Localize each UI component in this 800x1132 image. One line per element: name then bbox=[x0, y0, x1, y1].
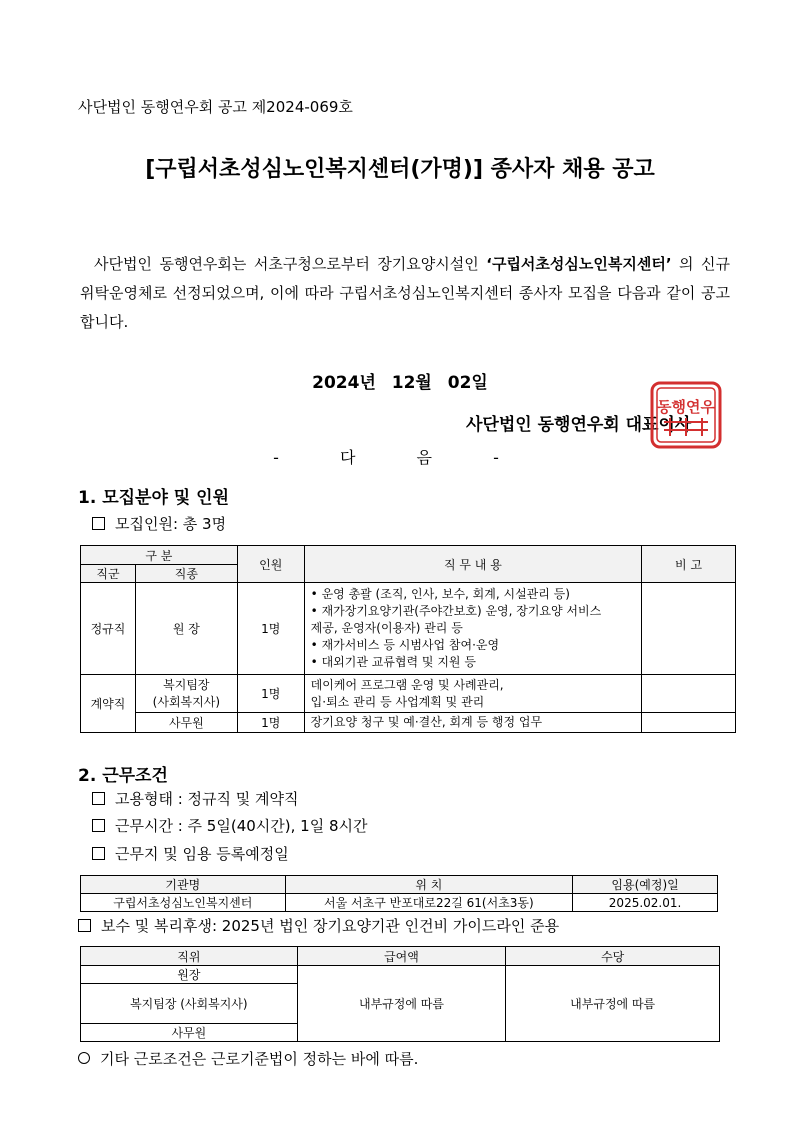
header-allowance: 수당 bbox=[506, 947, 720, 966]
header-location: 위 치 bbox=[285, 876, 573, 894]
intro-paragraph bbox=[80, 250, 730, 337]
divider-text: - 다 음 - bbox=[273, 448, 527, 467]
checkbox-square-icon bbox=[92, 847, 105, 860]
header-type: 직종 bbox=[135, 565, 237, 583]
section2-bullet-location bbox=[92, 843, 289, 864]
salary-guideline: 보수 및 복리후생: 2025년 법인 장기요양기관 인건비 가이드라인 준용 bbox=[101, 917, 560, 935]
row1-group: 정규직 bbox=[81, 583, 136, 675]
salary-table bbox=[80, 946, 720, 1042]
header-position: 직위 bbox=[81, 947, 298, 966]
row2-type bbox=[135, 675, 237, 713]
checkbox-square-icon bbox=[92, 819, 105, 832]
intro-text: 사단법인 동행연우회는 서초구청으로부터 장기요양시설인 bbox=[94, 255, 487, 273]
duty-line: 입·퇴소 관리 등 사업계획 및 관리 bbox=[310, 694, 485, 709]
row2-type-line2: (사회복지사) bbox=[152, 694, 220, 709]
duty-line: 제공, 운영자(이용자) 관리 등 bbox=[310, 621, 463, 635]
footer-note bbox=[78, 1048, 418, 1069]
row3-duty: 장기요양 청구 및 예·결산, 회계 등 행정 업무 bbox=[304, 713, 641, 733]
header-category: 구 분 bbox=[81, 546, 238, 565]
start-date: 2025.02.01. bbox=[573, 894, 718, 912]
work-location-label: 근무지 및 임용 등록예정일 bbox=[115, 845, 289, 863]
header-count: 인원 bbox=[237, 546, 304, 583]
row1-type: 원 장 bbox=[135, 583, 237, 675]
row3-note bbox=[642, 713, 736, 733]
row2-type-line1: 복지팀장 bbox=[163, 677, 210, 692]
row3-count: 1명 bbox=[237, 713, 304, 733]
recruitment-table bbox=[80, 545, 736, 733]
row2-group: 계약직 bbox=[81, 675, 136, 733]
workplace-table bbox=[80, 875, 718, 912]
salary-value: 내부규정에 따름 bbox=[297, 966, 506, 1042]
row3-type: 사무원 bbox=[135, 713, 237, 733]
position-clerk: 사무원 bbox=[81, 1024, 298, 1042]
duty-line: • 재가서비스 등 시범사업 참여·운영 bbox=[310, 638, 500, 652]
header-note: 비 고 bbox=[642, 546, 736, 583]
checkbox-square-icon bbox=[92, 517, 105, 530]
section2-bullet-salary bbox=[78, 915, 559, 936]
circle-bullet-icon bbox=[78, 1052, 90, 1064]
allowance-value: 내부규정에 따름 bbox=[506, 966, 720, 1042]
duty-line: • 운영 총괄 (조직, 인사, 보수, 회계, 시설관리 등) bbox=[310, 587, 570, 601]
header-salary: 급여액 bbox=[297, 947, 506, 966]
recruit-count: 모집인원: 총 3명 bbox=[115, 515, 227, 533]
intro-center-name: ‘구립서초성심노인복지센터’ bbox=[486, 255, 672, 273]
duty-line: 데이케어 프로그램 운영 및 사례관리, bbox=[310, 677, 504, 692]
position-team-lead: 복지팀장 (사회복지사) bbox=[81, 984, 298, 1024]
seal-text-top: 동행연우 bbox=[657, 398, 715, 416]
header-org: 기관명 bbox=[81, 876, 286, 894]
work-hours: 근무시간 : 주 5일(40시간), 1일 8시간 bbox=[115, 817, 368, 835]
section2-bullet-employment bbox=[92, 788, 299, 809]
notice-reference: 사단법인 동행연우회 공고 제2024-069호 bbox=[78, 98, 353, 116]
position-director: 원장 bbox=[81, 966, 298, 984]
section1-heading: 1. 모집분야 및 인원 bbox=[78, 488, 229, 508]
section2-heading: 2. 근무조건 bbox=[78, 766, 168, 786]
org-location: 서울 서초구 반포대로22길 61(서초3동) bbox=[285, 894, 573, 912]
row2-count: 1명 bbox=[237, 675, 304, 713]
row2-duties bbox=[304, 675, 641, 713]
intro-text-after: 의 신규 위탁운영체로 선정되었으며, 이에 따라 구립서초성심노인복지센터 종사자 모집을 다음과 같이 공고합니다. bbox=[80, 255, 730, 331]
page-title: [구립서초성심노인복지센터(가명)] 종사자 채용 공고 bbox=[145, 157, 655, 182]
notice-date: 2024년 12월 02일 bbox=[312, 373, 488, 393]
duty-line: • 대외기관 교류협력 및 지원 등 bbox=[310, 655, 476, 669]
row1-duties bbox=[304, 583, 641, 675]
header-duty: 직 무 내 용 bbox=[304, 546, 641, 583]
checkbox-square-icon bbox=[92, 792, 105, 805]
row1-count: 1명 bbox=[237, 583, 304, 675]
header-group: 직군 bbox=[81, 565, 136, 583]
org-name: 구립서초성심노인복지센터 bbox=[81, 894, 286, 912]
employment-type: 고용형태 : 정규직 및 계약직 bbox=[115, 790, 299, 808]
section1-bullet bbox=[92, 513, 226, 534]
duty-line: • 재가장기요양기관(주야간보호) 운영, 장기요양 서비스 bbox=[310, 604, 602, 618]
header-start-date: 임용(예정)일 bbox=[573, 876, 718, 894]
row1-note bbox=[642, 583, 736, 675]
row2-note bbox=[642, 675, 736, 713]
checkbox-square-icon bbox=[78, 919, 91, 932]
footer-note-text: 기타 근로조건은 근로기준법이 정하는 바에 따름. bbox=[100, 1050, 419, 1068]
official-seal-icon bbox=[648, 380, 724, 450]
organization-signature: 사단법인 동행연우회 대표이사 bbox=[466, 415, 692, 435]
section2-bullet-hours bbox=[92, 815, 367, 836]
